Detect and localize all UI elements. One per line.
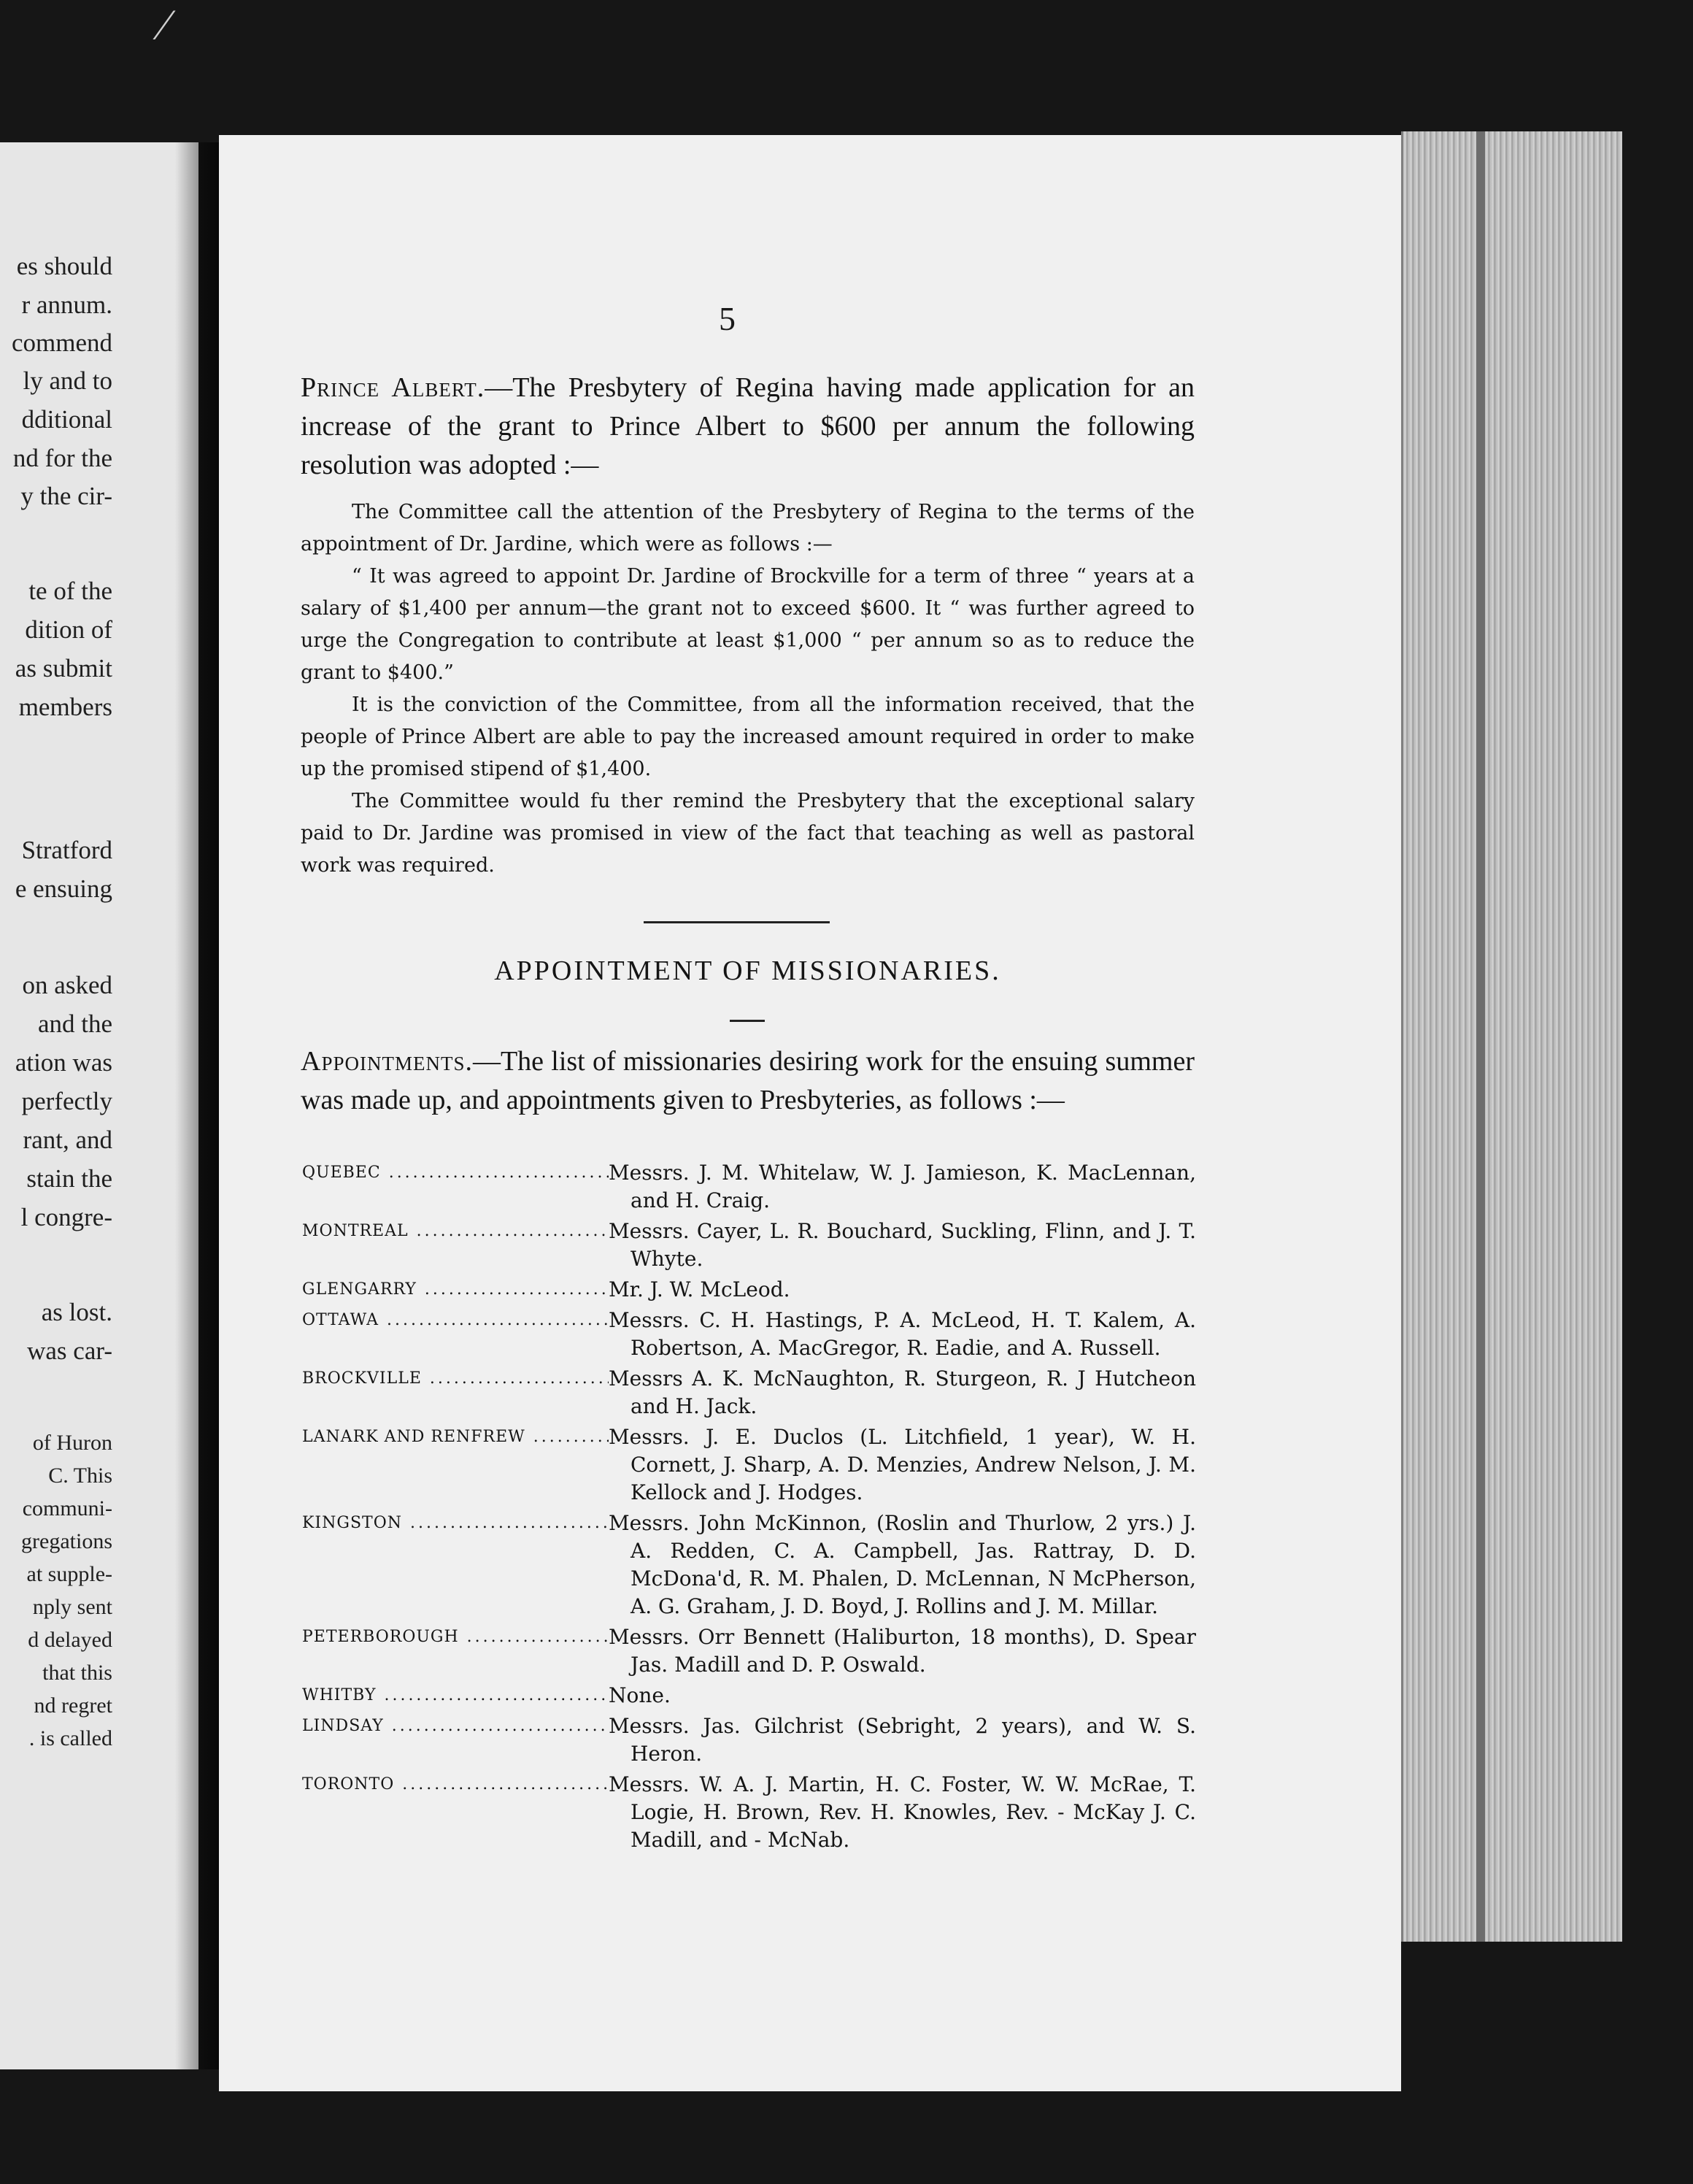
missionary-names: Messrs. J. E. Duclos (L. Litchfield, 1 year), W. H. Cornett, J. Sharp, A. D. Menzies, Andrew Nelson, J. M. Kellock and J. Hodges. — [609, 1425, 1196, 1504]
left-page-text-fragment: members — [18, 693, 112, 721]
presbytery-name: KINGSTON ..... — [302, 1510, 609, 1620]
presbytery-name: PETERBOROUGH ..... — [302, 1623, 609, 1679]
section-divider — [644, 921, 830, 923]
appointment-entry — [302, 1423, 1196, 1507]
left-page-text-fragment: l congre- — [20, 1203, 112, 1231]
appointment-entry — [302, 1365, 1196, 1420]
appointments-intro-text: —The list of missionaries desiring work for the ensuing summer was made up, and appointments given to Presbyteries, as follows :— — [301, 1046, 1195, 1115]
missionary-names: Mr. J. W. McLeod. — [609, 1277, 790, 1301]
left-page — [0, 142, 198, 2069]
presbytery-name: LINDSAY ..... — [302, 1712, 609, 1768]
missionary-names: Messrs. C. H. Hastings, P. A. McLeod, H. T. Kalem, A. Robertson, A. MacGregor, R. Eadie, and A. Russell. — [609, 1308, 1196, 1360]
prince-albert-paragraph — [301, 369, 1195, 485]
missionary-names: Messrs. John McKinnon, (Roslin and Thurlow, 2 yrs.) J. A. Redden, C. A. Campbell, Jas. Rattray, D. D. McDona'd, R. M. Phalen, D. McLennan, N McPherson, A. G. Graham, J. D. Boyd, J. Rollins and J. M. Millar. — [609, 1511, 1196, 1618]
appointments-list — [302, 1159, 1196, 1857]
missionary-names: Messrs. Jas. Gilchrist (Sebright, 2 years), and W. S. Heron. — [609, 1714, 1196, 1766]
left-page-text-fragment: was car- — [27, 1337, 112, 1365]
missionary-names: Messrs. Cayer, L. R. Bouchard, Suckling, Flinn, and J. T. Whyte. — [609, 1219, 1196, 1271]
prince-albert-lead: Prince Albert. — [301, 372, 485, 403]
resolution-quote: “ It was agreed to appoint Dr. Jardine of Brockville for a term of three “ years at a salary of $1,400 per annum—the grant not to exceed $600. It “ was further agreed to urge the Congregation to contribute at least $1,000 “ per annum so as to reduce the grant to $400.” — [301, 565, 1195, 684]
presbytery-name: GLENGARRY ..... — [302, 1276, 609, 1304]
prince-albert-section — [301, 369, 1195, 485]
left-page-text-fragment: . is called — [28, 1726, 112, 1750]
missionary-names: Messrs. Orr Bennett (Haliburton, 18 months), D. Spear Jas. Madill and D. P. Oswald. — [609, 1625, 1196, 1677]
presbytery-name: BROCKVILLE ..... — [302, 1365, 609, 1420]
section-heading: APPOINTMENT OF MISSIONARIES. — [494, 956, 1001, 986]
book-gutter — [175, 142, 219, 2069]
left-page-text-fragment: at supple- — [26, 1562, 112, 1586]
left-page-text-fragment: as lost. — [41, 1298, 112, 1326]
left-page-text-fragment: of Huron — [32, 1431, 112, 1455]
left-page-text-fragment: r annum. — [21, 291, 112, 319]
left-page-text-fragment: rant, and — [23, 1126, 112, 1154]
appointment-entry — [302, 1771, 1196, 1854]
left-page-text-fragment: dition of — [25, 615, 112, 644]
presbytery-name: LANARK AND RENFREW ..... — [302, 1423, 609, 1507]
left-page-text-fragment: nply sent — [32, 1595, 112, 1619]
left-page-text-fragment: gregations — [21, 1529, 112, 1553]
left-page-text-fragment: that this — [42, 1661, 112, 1685]
presbytery-name: OTTAWA ..... — [302, 1307, 609, 1362]
appointment-entry — [302, 1276, 1196, 1304]
left-page-text-fragment: perfectly — [21, 1087, 112, 1115]
prince-albert-text: —The Presbytery of Regina having made application for an increase of the grant to Prince Albert to $600 per annum the following resolution was adopted :— — [301, 372, 1195, 480]
resolution-paragraph: It is the conviction of the Committee, from all the information received, that the people of Prince Albert are able to pay the increased amount required in order to make up the promised stipend of $1,400. — [301, 693, 1195, 780]
left-page-text-fragment: Stratford — [21, 836, 112, 864]
presbytery-name: MONTREAL ..... — [302, 1218, 609, 1273]
left-page-text-fragment: dditional — [21, 405, 112, 434]
left-page-text-fragment: es should — [16, 252, 112, 280]
missionary-names: Messrs A. K. McNaughton, R. Sturgeon, R. J Hutcheon and H. Jack. — [609, 1366, 1196, 1418]
appointment-entry — [302, 1307, 1196, 1362]
appointment-entry — [302, 1218, 1196, 1273]
missionary-names: Messrs. J. M. Whitelaw, W. J. Jamieson, K. MacLennan, and H. Craig. — [609, 1161, 1196, 1212]
left-page-text-fragment: as submit — [15, 654, 112, 682]
presbytery-name: QUEBEC ..... — [302, 1159, 609, 1215]
appointment-entry — [302, 1712, 1196, 1768]
left-page-text-fragment: and the — [37, 1010, 112, 1038]
heading-underline — [730, 1020, 765, 1022]
appointment-entry — [302, 1159, 1196, 1215]
left-page-text-fragment: stain the — [26, 1164, 112, 1193]
appointments-intro-paragraph — [301, 1042, 1195, 1120]
appointment-entry — [302, 1623, 1196, 1679]
page-edge-band — [1476, 131, 1485, 1942]
left-page-text-fragment: y the cir- — [20, 482, 112, 510]
missionary-names: Messrs. W. A. J. Martin, H. C. Foster, W. W. McRae, T. Logie, H. Brown, Rev. H. Knowles, Rev. - McKay J. C. Madill, and - McNab. — [609, 1772, 1196, 1852]
page-number: 5 — [719, 300, 736, 337]
left-page-text-fragment: nd for the — [12, 444, 112, 472]
left-page-text-fragment: ly and to — [23, 366, 112, 395]
left-page-text-fragment: communi- — [22, 1496, 112, 1520]
appointment-entry — [302, 1682, 1196, 1710]
page-edges — [1401, 131, 1622, 1942]
appointments-lead: Appointments. — [301, 1046, 473, 1077]
resolution-section — [301, 496, 1195, 882]
resolution-paragraph: The Committee would fu ther remind the Presbytery that the exceptional salary paid to Dr. Jardine was promised in view of the fact that teaching as well as pastoral work was required. — [301, 790, 1195, 877]
left-page-text-fragment: ation was — [15, 1048, 112, 1077]
left-page-text-fragment: on asked — [22, 971, 112, 999]
left-page-text-fragment: nd regret — [34, 1693, 112, 1718]
left-page-text-fragment: te of the — [28, 577, 112, 605]
left-page-text-fragment: C. This — [48, 1464, 112, 1488]
appointments-intro-section — [301, 1042, 1195, 1120]
scan-mark: ⁄ — [161, 1, 169, 49]
left-page-text-fragment: e ensuing — [15, 874, 112, 903]
appointment-entry — [302, 1510, 1196, 1620]
missionary-names: None. — [609, 1683, 671, 1707]
left-page-text-fragment: commend — [11, 328, 112, 357]
resolution-paragraph: The Committee call the attention of the Presbytery of Regina to the terms of the appointment of Dr. Jardine, which were as follows :— — [301, 501, 1195, 555]
left-page-text-fragment: d delayed — [28, 1628, 112, 1652]
presbytery-name: WHITBY ..... — [302, 1682, 609, 1710]
presbytery-name: TORONTO ..... — [302, 1771, 609, 1854]
